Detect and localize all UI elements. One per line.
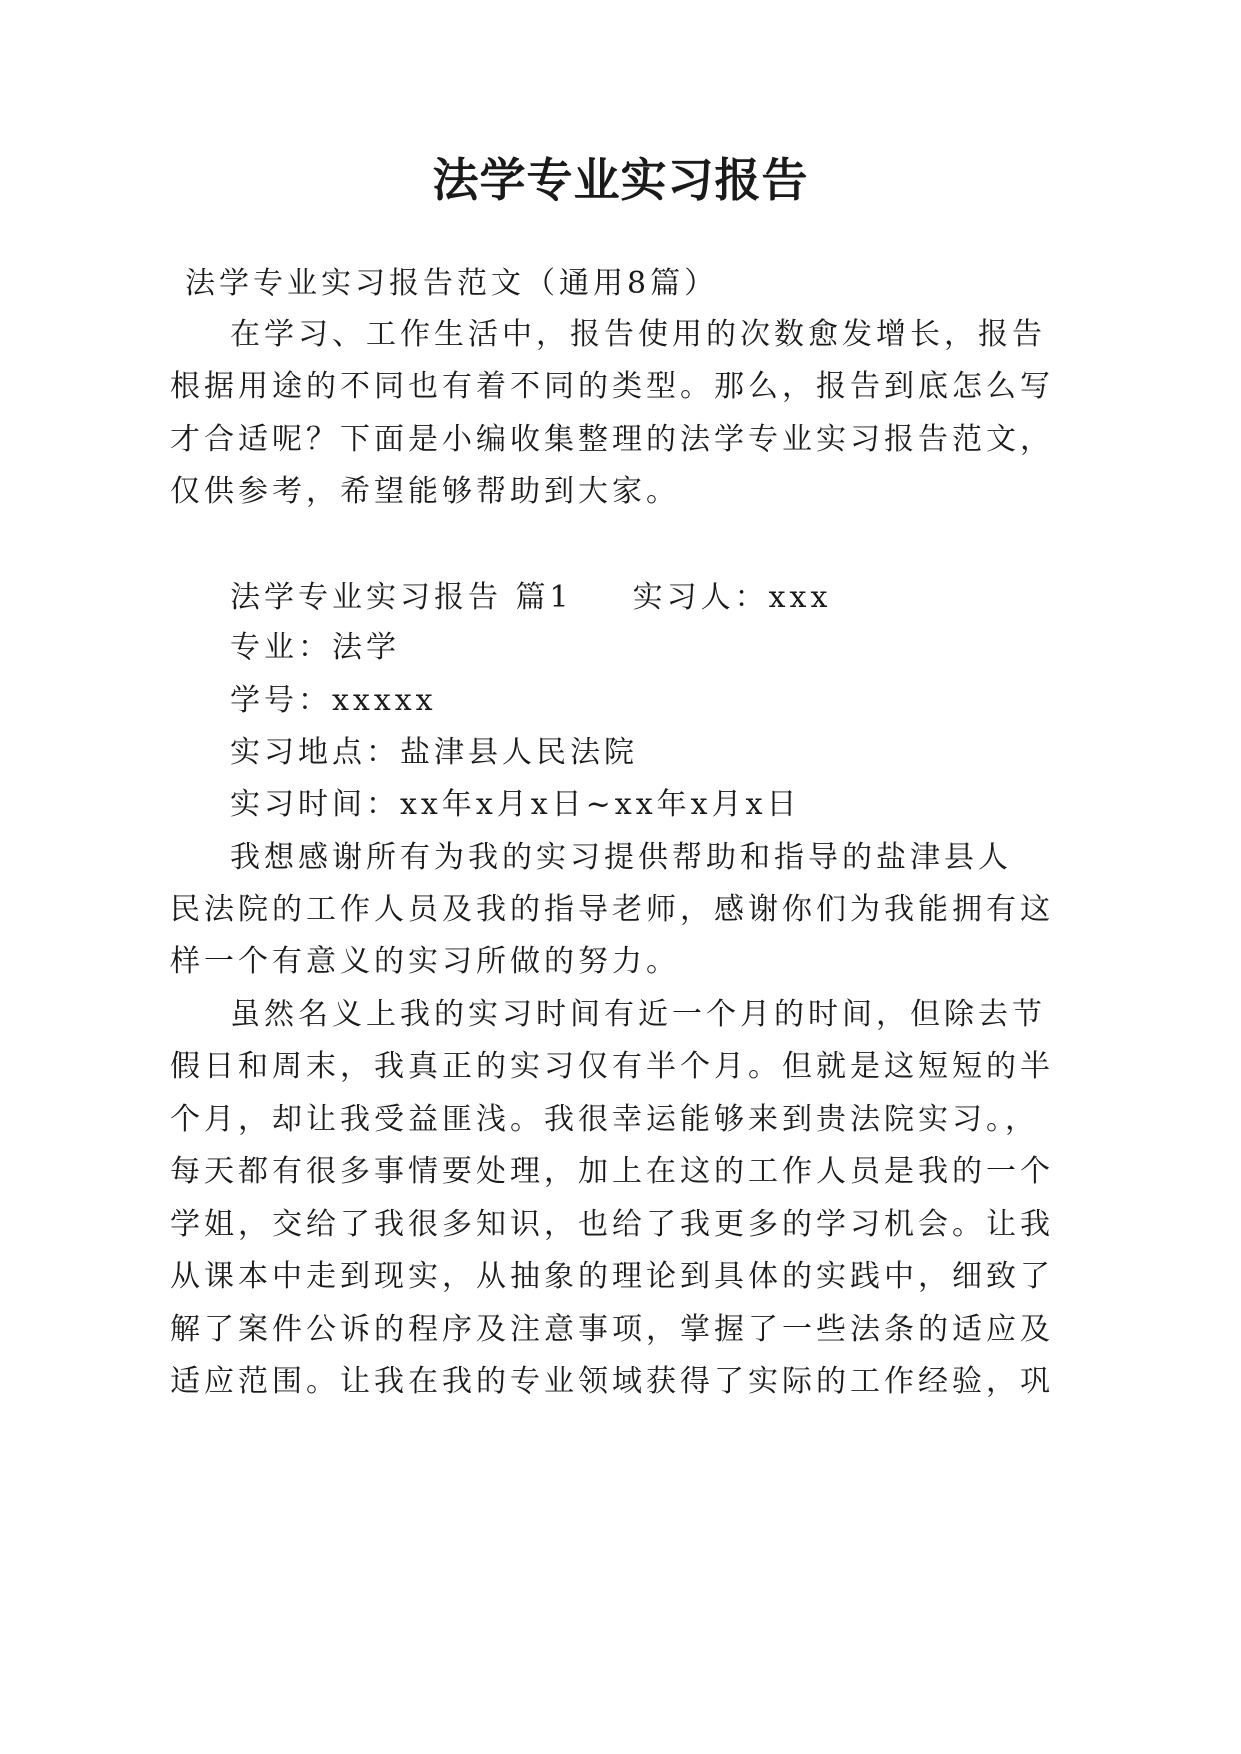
intro-line: 在学习、工作生活中，报告使用的次数愈发增长，报告 — [230, 317, 1046, 352]
location-field: 实习地点：盐津县人民法院 — [230, 735, 638, 770]
document-title: 法学专业实习报告 — [432, 153, 809, 207]
paragraph-line: 样一个有意义的实习所做的努力。 — [170, 944, 680, 979]
paragraph-line: 每天都有很多事情要处理，加上在这的工作人员是我的一个 — [170, 1154, 1054, 1189]
paragraph-line: 个月，却让我受益匪浅。我很幸运能够来到贵法院实习。， — [170, 1102, 1039, 1137]
intro-line: 仅供参考，希望能够帮助到大家。 — [170, 474, 680, 509]
student-id-field: 学号：xxxxx — [230, 683, 437, 718]
period-field: 实习时间：xx年x月x日~xx年x月x日 — [230, 787, 801, 822]
paragraph-line: 民法院的工作人员及我的指导老师，感谢你们为我能拥有这 — [170, 892, 1054, 927]
paragraph-line: 解了案件公诉的程序及注意事项，掌握了一些法条的适应及 — [170, 1312, 1054, 1347]
document-subtitle: 法学专业实习报告范文（通用8篇） — [185, 266, 719, 301]
intern-field: 实习人：xxx — [632, 580, 832, 615]
paragraph-line: 我想感谢所有为我的实习提供帮助和指导的盐津县人 — [230, 840, 1012, 875]
intro-line: 根据用途的不同也有着不同的类型。那么，报告到底怎么写 — [170, 369, 1054, 404]
paragraph-line: 从课本中走到现实，从抽象的理论到具体的实践中，细致了 — [170, 1259, 1054, 1294]
section-heading: 法学专业实习报告 篇1 — [230, 580, 573, 615]
section-heading-row — [230, 578, 831, 618]
intro-line: 才合适呢？下面是小编收集整理的法学专业实习报告范文， — [170, 422, 1054, 457]
paragraph-line: 适应范围。让我在我的专业领域获得了实际的工作经验，巩 — [170, 1364, 1054, 1399]
paragraph-line: 学姐，交给了我很多知识，也给了我更多的学习机会。让我 — [170, 1207, 1054, 1242]
major-field: 专业：法学 — [230, 630, 400, 665]
paragraph-line: 虽然名义上我的实习时间有近一个月的时间，但除去节 — [230, 997, 1046, 1032]
paragraph-line: 假日和周末，我真正的实习仅有半个月。但就是这短短的半 — [170, 1049, 1054, 1084]
